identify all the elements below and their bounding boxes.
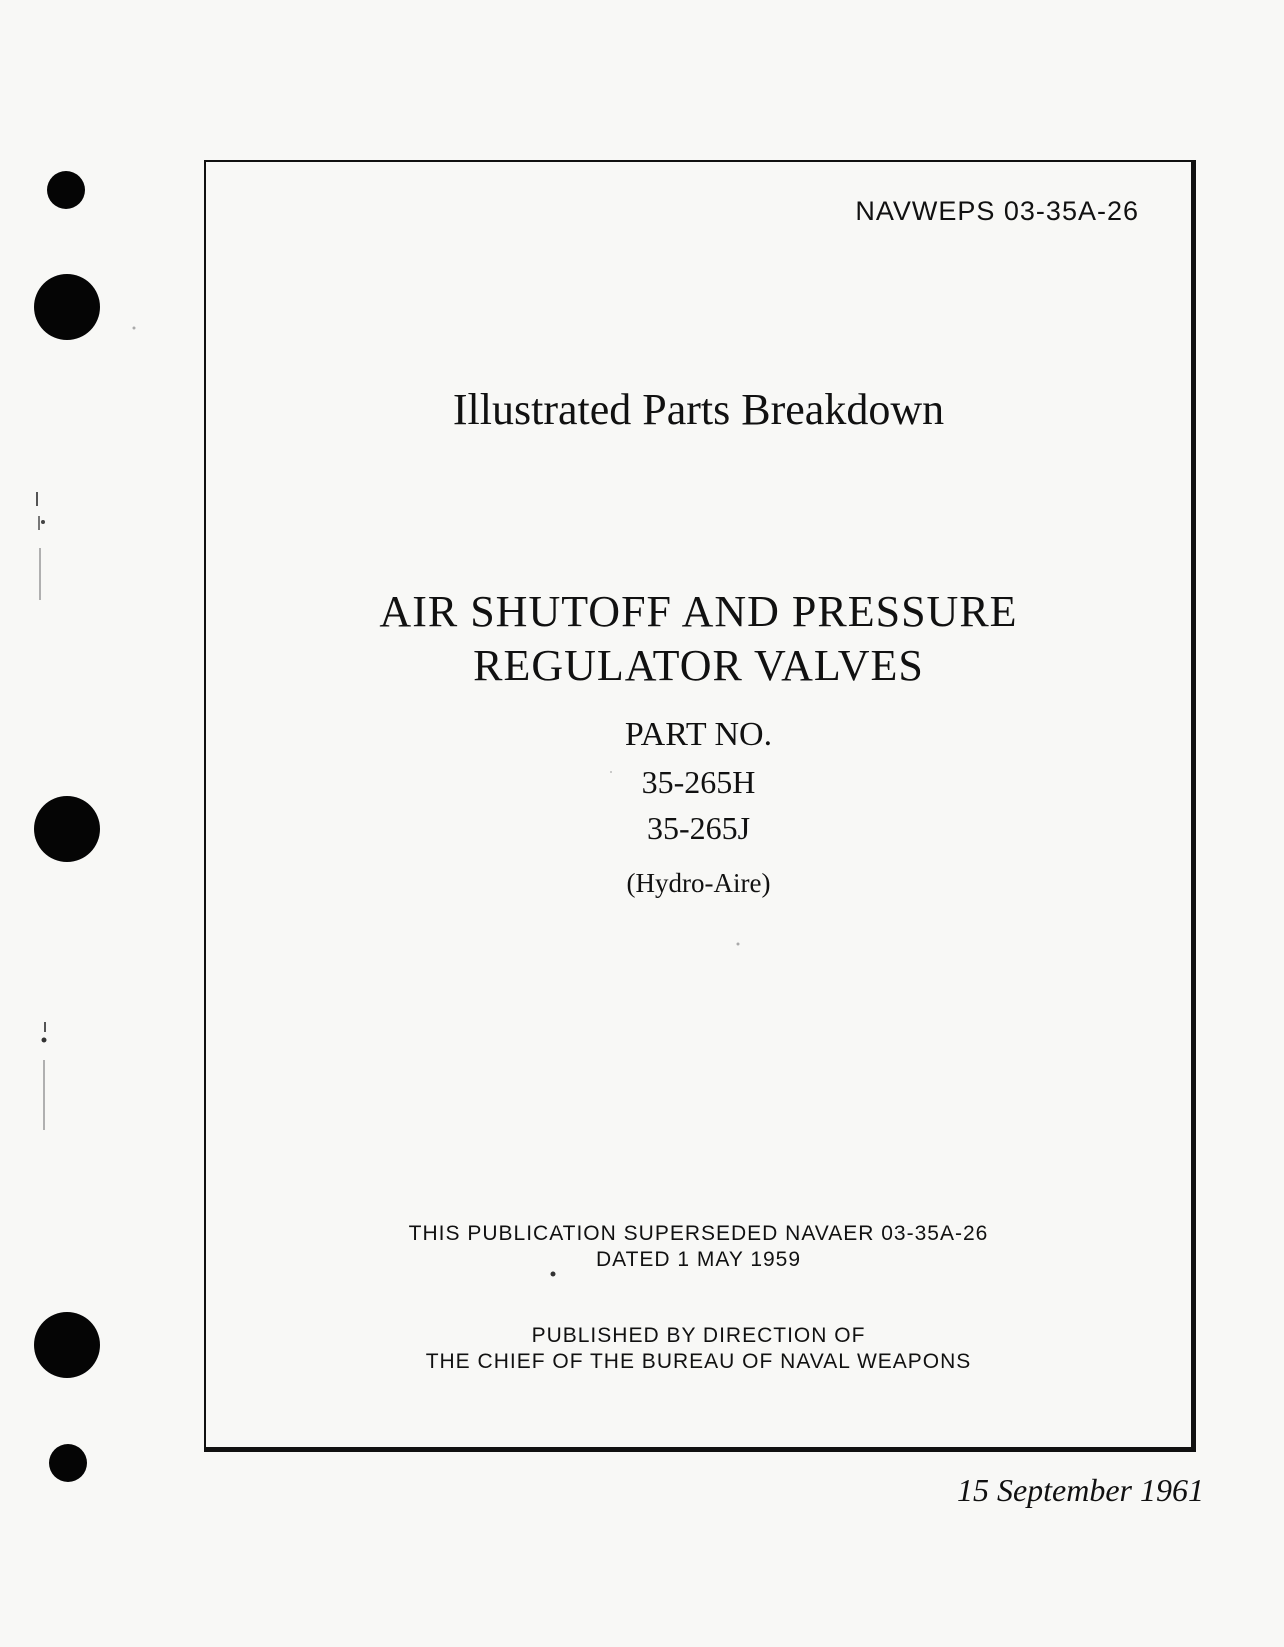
part-number: 35-265J xyxy=(646,810,751,846)
title-line-1: AIR SHUTOFF AND PRESSURE xyxy=(379,587,1018,636)
authority-line-2: THE CHIEF OF THE BUREAU OF NAVAL WEAPONS xyxy=(425,1350,972,1373)
part-number-label: PART NO. xyxy=(624,716,773,753)
document-type: Illustrated Parts Breakdown xyxy=(452,385,945,434)
publication-number: NAVWEPS 03-35A-26 xyxy=(855,196,1139,226)
part-number: 35-265H xyxy=(641,764,756,800)
authority-line-1: PUBLISHED BY DIRECTION OF xyxy=(531,1324,866,1347)
supersession-note-line-2: DATED 1 MAY 1959 xyxy=(595,1248,802,1271)
title-line-2: REGULATOR VALVES xyxy=(473,641,924,690)
supersession-note-line-1: THIS PUBLICATION SUPERSEDED NAVAER 03-35A-26 xyxy=(408,1222,989,1245)
title-page-frame xyxy=(204,160,1196,1452)
issue-date: 15 September 1961 xyxy=(956,1472,1204,1508)
manufacturer: (Hydro-Aire) xyxy=(626,868,771,898)
